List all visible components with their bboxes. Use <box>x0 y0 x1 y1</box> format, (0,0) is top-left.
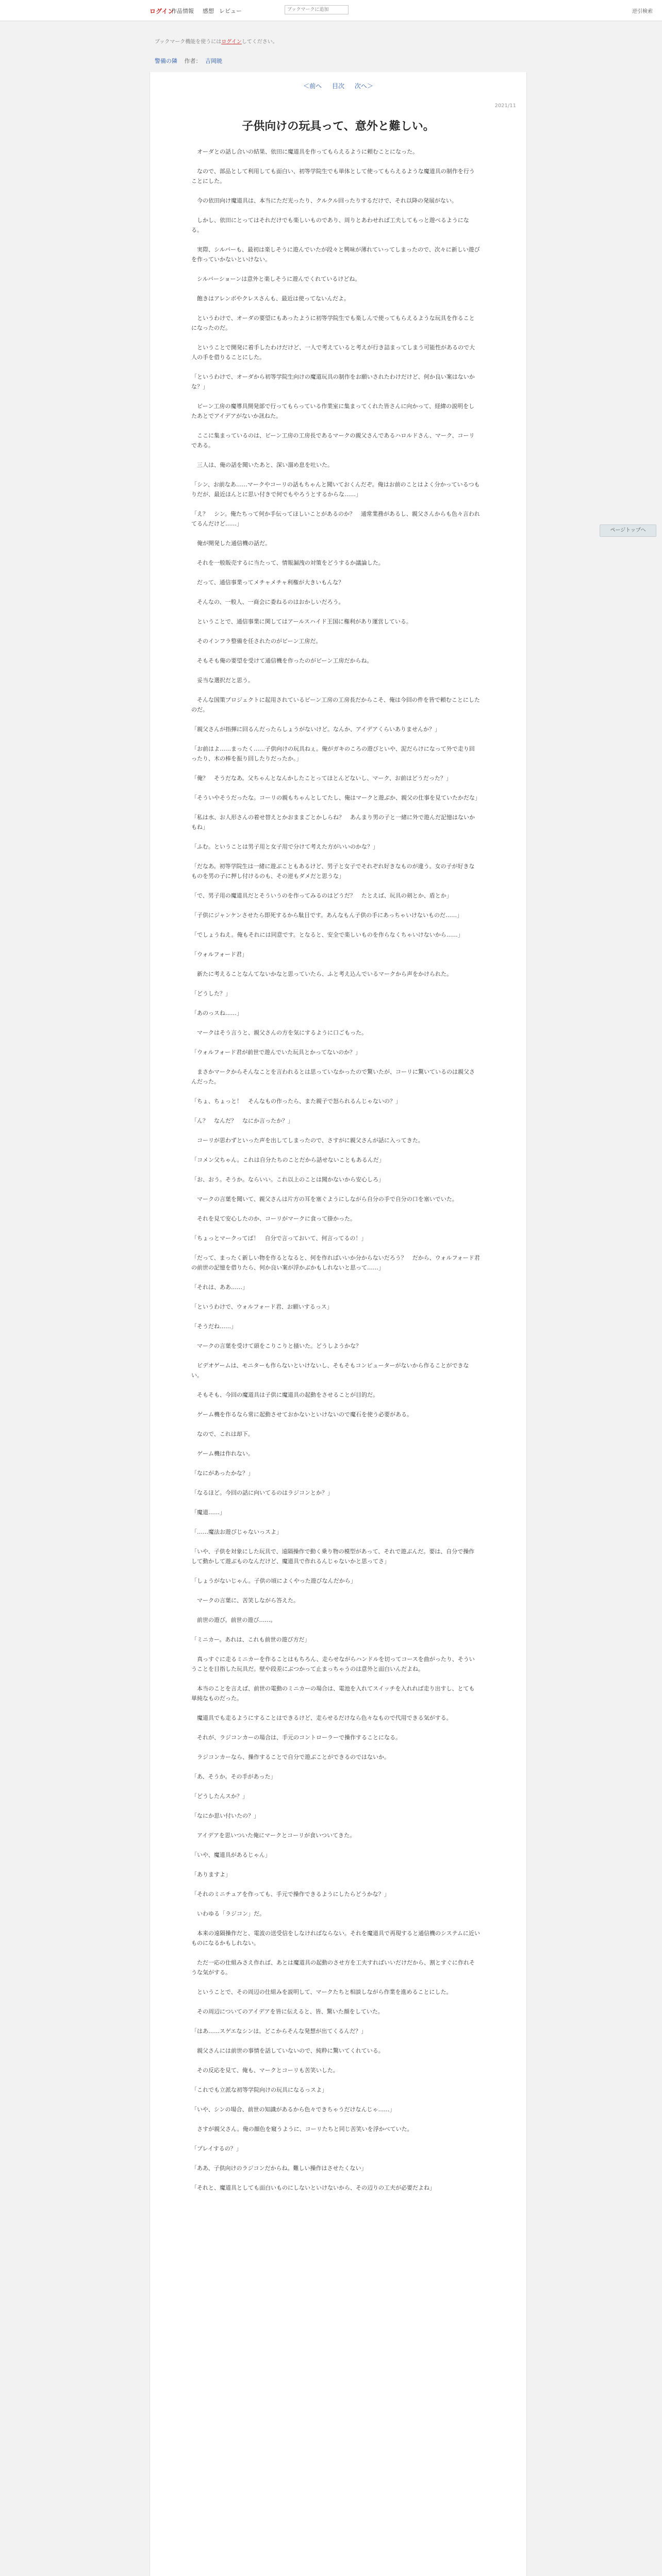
paragraph: 「これでも立派な初等学院向けの玩具になるっスよ」 <box>191 2087 327 2093</box>
paragraph: 「ウォルフォード君が前世で遊んでいた玩具とかってないのか？」 <box>191 1049 361 1056</box>
paragraph: ゲーム機は作れない。 <box>191 1450 254 1457</box>
paragraph: さすが親父さん。俺の顔色を窺うように、コーリたちと同じ苦笑いを浮かべていた。 <box>191 2126 413 2132</box>
paragraph: そのインフラ整備を任されたのがビーン工房だ。 <box>191 638 322 645</box>
paragraph: 「なにか思い付いたの？」 <box>191 1812 259 1819</box>
paragraph: 「そうだね……」 <box>191 1323 237 1330</box>
paragraph: 「それと、魔道具としても面白いものにしないといけないから、その辺りの工夫が必要だよね」 <box>191 2184 435 2191</box>
notice-text-after: してください。 <box>241 39 278 45</box>
paragraph: 「プレイするの？」 <box>191 2145 242 2152</box>
paragraph: 「はあ……スゲエなシンは。どこからそんな発想が出てくるんだ？」 <box>191 2028 367 2035</box>
paragraph: 「魔道……」 <box>191 1509 225 1516</box>
paragraph: 「というわけで、オーダから初等学院生向けの魔道玩具の制作をお願いされたわけだけど、何か良い案はないかな？」 <box>191 374 475 390</box>
paragraph: 「コメン父ちゃん。これは自分たちのことだから話せないこともあるんだ」 <box>191 1157 385 1163</box>
paragraph: マークの言葉に、苦笑しながら答えた。 <box>191 1597 299 1604</box>
paragraph: 三人は、俺の話を聞いたあと、深い溜め息を吐いた。 <box>191 462 333 468</box>
nav-item-impressions[interactable]: 感想 <box>203 8 214 14</box>
paragraph: いわゆる「ラジコン」だ。 <box>191 1910 265 1917</box>
paragraph: そんなの、一般人、一商会に委ねるのはおかしいだろう。 <box>191 599 344 605</box>
paragraph: 「ん？ なんだ？ なにか言ったか？」 <box>191 1117 293 1124</box>
paragraph: ということで、その周辺の仕組みを説明して、マークたちと相談しながら作業を進めることにした。 <box>191 1989 452 1995</box>
paragraph: そもそも俺の要望を受けて通信機を作ったのがビーン工房だからね。 <box>191 657 373 664</box>
paragraph: ラジコンカーなら、操作することで自分で遊ぶことができるのではないか。 <box>191 1754 390 1760</box>
paragraph: ビデオゲームは、モニターも作らないといけないし、そもそもコンピューターがないから作ることができない。 <box>191 1362 469 1379</box>
paragraph: ビーン工房の魔導具開発部で行ってもらっている作業室に集まってくれた皆さんに向かって、経緯の説明をしたあとでアイデアがないか訊ねた。 <box>191 403 475 419</box>
page-top-button[interactable]: ページトップへ <box>600 524 656 537</box>
paragraph: 「で、男子用の魔道具だとそういうのを作ってみるのはどうだ？ たとえば、玩具の剣とか、盾とか」 <box>191 892 452 899</box>
publish-date: 2021/11 <box>494 103 516 109</box>
paragraph: 俺が開発した通信機の話だ。 <box>191 540 271 547</box>
nav-item-reviews[interactable]: レビュー <box>219 8 242 14</box>
paragraph: 「だなあ。初等学院生は一緒に遊ぶこともあるけど、男子と女子でそれぞれ好きなものが違う。女の子が好きなものを男の子に押し付けるのも、その逆もダメだと思うな」 <box>191 863 475 879</box>
work-meta <box>155 57 227 65</box>
paragraph: 「それのミニチュアを作っても、手元で操作できるようにしたらどうかな？」 <box>191 1891 390 1897</box>
paragraph: 親父さんには前世の事情を話していないので、純粋に驚いてくれている。 <box>191 2047 384 2054</box>
paragraph: 「いや、子供を対象にした玩具で、遠隔操作で動く乗り物の模型があって、それで遊ぶんだ。要は、自分で操作して動かして遊ぶものなんだけど、魔道具で作れるんじゃないかと思ってさ」 <box>191 1548 475 1565</box>
chapter-title: 子供向けの玩具って、意外と難しい。 <box>242 120 435 133</box>
paragraph: 「だって、まったく新しい物を作るとなると、何を作ればいいか分からないだろう？ だから、ウォルフォード君の前世の記憶を借りたら、何か良い案が浮かぶかもしれないと思って……」 <box>191 1255 480 1271</box>
login-notice <box>155 37 278 45</box>
paragraph: ここに集まっているのは、ビーン工房の工房長であるマークの親父さんであるハロルドさん、マーク、コーリである。 <box>191 432 475 449</box>
paragraph: 新たに考えることなんてないかなと思っていたら、ふと考え込んでいるマークから声をかけられた。 <box>191 971 452 977</box>
paragraph: アイデアを思いついた俺にマークとコーリが食いついてきた。 <box>191 1832 356 1839</box>
paragraph: そもそも、今回の魔道具は子供に魔道具の起動をさせることが目的だ。 <box>191 1392 378 1398</box>
series-link[interactable]: 警備の隣 <box>155 58 177 64</box>
paragraph: 「子供にジャンケンさせたら即死するから駄目です。あんなもん子供の手にあっちゃいけないものだ……」 <box>191 912 463 919</box>
paragraph: 「ウォルフォード君」 <box>191 951 248 958</box>
paragraph: 飽きはアレンボやクレスさんも、最近は使ってないんだよ。 <box>191 295 350 302</box>
paragraph: 「なるほど。今回の話に向いてるのはラジコンとか？」 <box>191 1489 333 1496</box>
paragraph: シルバーショーンは意外と楽しそうに遊んでくれているけどね。 <box>191 276 361 282</box>
pager <box>150 81 526 90</box>
paragraph: 前世の遊び。前世の遊び……。 <box>191 1617 276 1623</box>
paragraph: 魔道具でも走るようにすることはできるけど、走らせるだけなら色々なもので代用できる気がする。 <box>191 1715 452 1721</box>
prev-link[interactable]: ＜前へ <box>303 82 322 90</box>
paragraph: 今の依田向け魔道具は、本当にただ光ったり、クルクル回ったりするだけで、それ以降の発展がない。 <box>191 197 457 204</box>
paragraph: 「俺？ そうだなあ。父ちゃんとなんかしたことってほとんどないし、マーク、お前はどうだった？」 <box>191 775 452 782</box>
paragraph: それが、ラジコンカーの場合は、手元のコントローラーで操作することになる。 <box>191 1734 401 1741</box>
search-input[interactable] <box>285 5 349 14</box>
paragraph: 「ありますよ」 <box>191 1871 231 1878</box>
author-label: 作者： <box>184 58 202 64</box>
paragraph: 「いや、魔道具があるじゃん」 <box>191 1852 271 1858</box>
paragraph: 「ああ、子供向けのラジコンだからね。難しい操作はさせたくない」 <box>191 2165 367 2172</box>
paragraph: 「ちょ、ちょっと！ そんなもの作ったら、また親子で怒られるんじゃないの？」 <box>191 1098 401 1105</box>
paragraph: 「でしょうねえ。俺もそれには同意です。となると、安全で楽しいものを作らなくちゃいけないから……」 <box>191 931 464 938</box>
next-link[interactable]: 次へ＞ <box>354 82 373 90</box>
paragraph: 妥当な選択だと思う。 <box>191 677 254 684</box>
paragraph: その周辺についてのアイデアを皆に伝えると、皆、驚いた顔をしていた。 <box>191 2008 384 2015</box>
paragraph: 「シン、お前なあ……マークやコーリの話もちゃんと聞いておくんだぞ。俺はお前のことはよく分かっているつもりだが、最近ほんとに思い付きで何でもやろうとするからな……」 <box>191 481 480 498</box>
paragraph: それを一般販売するに当たって、情報漏洩の対策をどうするか議論した。 <box>191 560 384 566</box>
nav-item-works[interactable]: 作品情報 <box>171 8 194 14</box>
paragraph: コーリが思わずといった声を出してしまったので、さすがに親父さんが話に入ってきた。 <box>191 1137 424 1144</box>
author-link[interactable]: 吉岡暁 <box>205 58 222 64</box>
paragraph: 「どうした？」 <box>191 990 231 997</box>
paragraph: 「というわけで、ウォルフォード君、お願いするっス」 <box>191 1303 333 1310</box>
chapter-body <box>191 147 480 2202</box>
paragraph: 「え？ シン。俺たちって何か手伝ってほしいことがあるのか？ 通常業務があるし、親父さんからも色々言われてるんだけど……」 <box>191 511 480 527</box>
paragraph: マークはそう言うと、親父さんの方を気にするように口ごもった。 <box>191 1029 367 1036</box>
paragraph: その反応を見て、俺も、マークとコーリも苦笑いした。 <box>191 2067 339 2074</box>
notice-text-before: ブックマーク機能を使うには <box>155 39 222 45</box>
paragraph: 「それは、ああ……」 <box>191 1284 248 1291</box>
paragraph: 「なにがあったかな？」 <box>191 1470 254 1477</box>
paragraph: というわけで、オーダの要望にもあったように初等学院生でも楽しんで使ってもらえるような玩具を作ることになったのだ。 <box>191 315 475 331</box>
paragraph: 「ミニカー。あれは、これも前世の遊び方だ」 <box>191 1636 310 1643</box>
notice-login-link[interactable]: ログイン <box>221 39 242 45</box>
paragraph: 真っすぐに走るミニカーを作ることはもちろん、走らせながらハンドルを切ってコースを曲がったり、そういうことを目指した玩具だ。壁や段差にぶつかって止まっちゃうのは意外と面白いんだよね。 <box>191 1656 475 1672</box>
top-bar <box>0 0 662 21</box>
paragraph: 「どうしたんスか？」 <box>191 1793 248 1800</box>
paragraph: 実際、シルバーも、最初は楽しそうに遊んでいたが段々と興味が薄れていってしまったので、次々に新しい遊びを作っていかないといけない。 <box>191 246 480 263</box>
article-paper <box>150 72 527 2576</box>
paragraph: そんな国策プロジェクトに起用されているビーン工房の工房長だからこそ、俺は今回の件を皆で頼むことにしたのだ。 <box>191 697 480 713</box>
paragraph: 「ちょっとマークってば！ 自分で言っておいて、何言ってるの！」 <box>191 1235 367 1242</box>
paragraph: 「親父さんが指揮に回るんだったらしょうがないけど。なんか、アイデアくらいありませんか？」 <box>191 726 441 733</box>
paragraph: だって、通信事業ってメチャメチャ利権が大きいもんな？ <box>191 579 344 586</box>
paragraph: それを見て安心したのか、コーリがマークに食って掛かった。 <box>191 1215 356 1222</box>
paragraph: 「お、おう。そうか。ならいい。これ以上のことは聞かないから安心しろ」 <box>191 1176 384 1183</box>
paragraph: 「私は水、お人形さんの着せ替えとかおままごとかしらね？ あんまり男の子と一緒に外で遊んだ記憶はないかもね」 <box>191 814 475 831</box>
paragraph: 「お前はよ……まったく……子供向けの玩具ねぇ。俺がガキのころの遊びといや、泥だらけになって外で走り回ったり、木の棒を振り回したりだったか。」 <box>191 745 475 762</box>
reverse-search-link[interactable]: 逆引検索 <box>632 9 653 14</box>
paragraph: ということで、通信事業に関してはアールスハイド王国に権利があり運営している。 <box>191 618 412 625</box>
paragraph: 「しょうがないじゃん。子供の頃によくやった遊びなんだから」 <box>191 1578 356 1584</box>
paragraph: しかし、依田にとってはそれだけでも楽しいものであり、周りとあわせれば工夫してもっと遊べるようになる。 <box>191 217 469 233</box>
paragraph: 「いや、シンの場合、前世の知識があるから色々できちゃうだけなんじゃ……」 <box>191 2106 395 2113</box>
login-link[interactable]: ログイン <box>150 8 174 15</box>
paragraph: なので、これは却下。 <box>191 1431 254 1437</box>
paragraph: 「あのっスね……」 <box>191 1010 242 1016</box>
paragraph: ゲーム機を作るなら常に起動させておかないといけないので魔石を使う必要がある。 <box>191 1411 412 1418</box>
paragraph: 「ふむ。ということは男子用と女子用で分けて考えた方がいいのかな？」 <box>191 843 378 850</box>
paragraph: マークの言葉を受けて頭をこりこりと掻いた。どうしようかな？ <box>191 1343 361 1349</box>
paragraph: オーダとの話し合いの結果、依田に魔道具を作ってもらえるように頼むことになった。 <box>191 148 418 155</box>
paragraph: なので、部品として利用しても面白い、初等学院生でも単体として使ってもらえるような魔道具の制作を行うことにした。 <box>191 168 475 184</box>
index-link[interactable]: 目次 <box>332 82 344 90</box>
paragraph: 「あ、そうか。その手があった」 <box>191 1773 276 1780</box>
paragraph: ということで開発に着手したわけだけど、一人で考えていると考えが行き詰まってしまう可能性があるので大人の手を借りることにした。 <box>191 344 475 361</box>
paragraph: 「そういやそうだったな。コーリの親もちゃんとしてたし、俺はマークと遊ぶか、親父の仕事を見ていたかだな」 <box>191 794 481 801</box>
paragraph: 本来の遠隔操作だと、電波の送受信をしなければならない。それを魔道具で再現すると通信機のシステムに近いものになるかもしれない。 <box>191 1930 480 1946</box>
paragraph: 「……魔法お遊びじゃないっスよ」 <box>191 1529 282 1535</box>
paragraph: マークの言葉を聞いて、親父さんは片方の耳を塞ぐようにしながら自分の手で自分の口を塞いでいた。 <box>191 1196 458 1202</box>
paragraph: まさかマークからそんなことを言われるとは思っていなかったので驚いたが、コーリに驚いているのは親父さんだった。 <box>191 1069 475 1085</box>
paragraph: ただ一応の仕組みさえ作れば、あとは魔道具の起動のさせ方を工夫すればいいだけだから、割とすぐに作れそうな気がする。 <box>191 1959 475 1976</box>
paragraph: 本当のことを言えば、前世の電動のミニカーの場合は、電池を入れてスイッチを入れれば走り出すし、とても単純なものだった。 <box>191 1685 475 1702</box>
